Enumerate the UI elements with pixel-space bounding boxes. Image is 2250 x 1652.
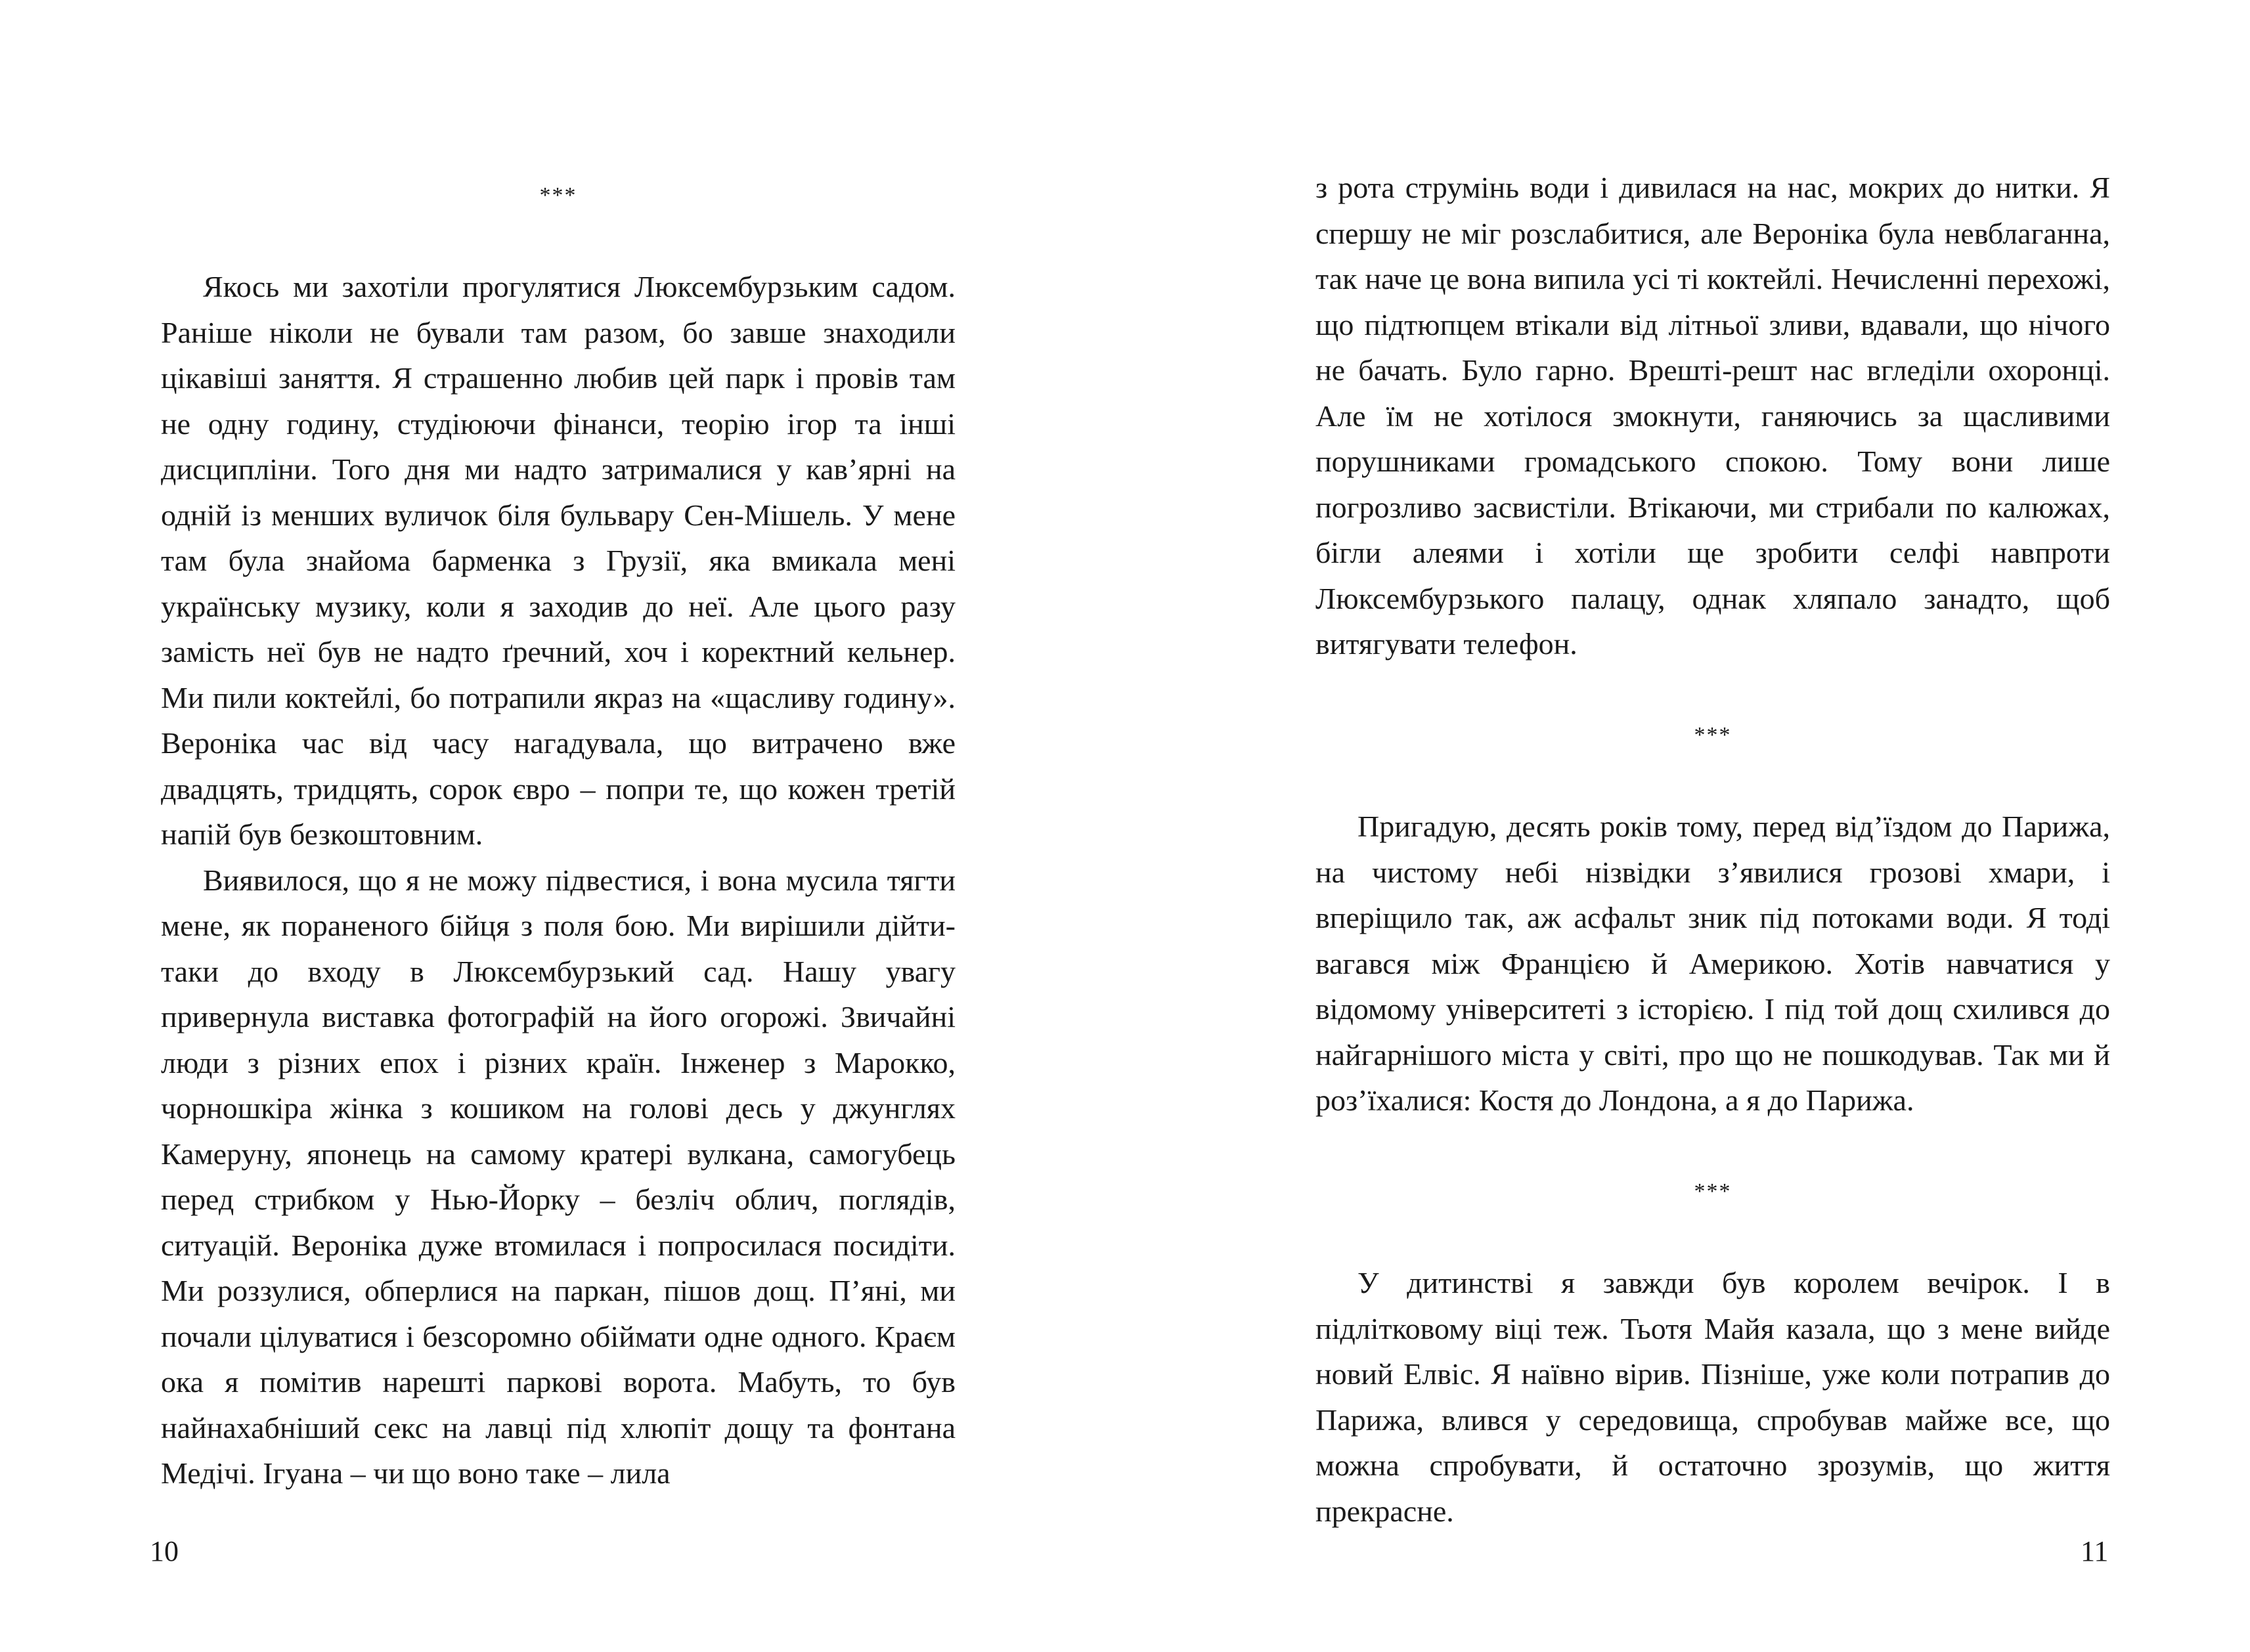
page-number: 11 xyxy=(2081,1535,2109,1567)
separator-spacing xyxy=(161,219,956,265)
left-page-text xyxy=(161,173,956,1496)
right-page xyxy=(1125,0,2250,1652)
separator-spacing xyxy=(1315,758,2110,804)
paragraph-continuation: з рота струмінь води і дивилася на нас, мокрих до нитки. Я спершу не міг розслабитися, але Вероніка була невблаганна, так наче це вона випила усі ті коктейлі. Нечисленні перехожі, що підтюпцем втікали від літньої зливи, вдавали, що нічого не бачать. Було гарно. Врешті-решт нас вгледіли охоронці. Але їм не хотілося змокнути, ганяючись за щасливими порушниками громадського спокою. Тому вони лише погрозливо засвистіли. Втікаючи, ми стрибали по калюжах, бігли алеями і хотіли ще зробити селфі навпроти Люксембурзького палацу, однак хляпало занадто, щоб витягувати телефон. xyxy=(1315,171,2110,661)
section-separator: *** xyxy=(1694,1179,1732,1204)
separator-spacing xyxy=(1315,1123,2110,1169)
paragraph: Виявилося, що я не можу підвестися, і вона мусила тягти мене, як пораненого бійця з поля бою. Ми вирішили дійти-таки до входу в Люксембурзький сад. Нашу увагу привернула виставка фотографій на його огорожі. Звичайні люди з різних епох і різних країн. Інженер з Марокко, чорношкіра жінка з кошиком на голові десь у джунглях Камеруну, японець на самому кратері вулкана, самогубець перед стрибком у Нью-Йорку – безліч облич, поглядів, ситуацій. Вероніка дуже втомилася і попросилася посидіти. Ми роззулися, обперлися на паркан, пішов дощ. П’яні, ми почали цілуватися і безсоромно обіймати одне одного. Краєм ока я помітив нарешті паркові ворота. Мабуть, то був найнахабніший секс на лавці під хлюпіт дощу та фонтана Медічі. Ігуана – чи що воно таке – лила xyxy=(161,863,956,1490)
section-separator: *** xyxy=(1694,723,1732,747)
separator-spacing xyxy=(1315,667,2110,713)
page-number: 10 xyxy=(150,1535,179,1567)
right-page-text xyxy=(1315,165,2110,1534)
separator-spacing xyxy=(1315,1215,2110,1261)
paragraph: У дитинстві я завжди був королем вечірок. І в підлітковому віці теж. Тьотя Майя казала, що з мене вийде новий Елвіс. Я наївно вірив. Пізніше, уже коли потрапив до Парижа, влився у середовища, спробував майже все, що можна спробувати, й остаточно зрозумів, що життя прекрасне. xyxy=(1315,1266,2110,1528)
paragraph: Пригадую, десять років тому, перед від’їздом до Парижа, на чистому небі нізвідки з’явилися грозові хмари, і вперіщило так, аж асфальт зник під потоками води. Я тоді вагався між Францією й Америкою. Хотів навчатися у відомому університеті з історією. І під той дощ схилився до найгарнішого міста у світі, про що не пошкодував. Так ми й роз’їхалися: Костя до Лондона, а я до Парижа. xyxy=(1315,810,2110,1117)
paragraph: Якось ми захотіли прогулятися Люксембурзьким садом. Раніше ніколи не бували там разом, бо завше знаходили цікавіші заняття. Я страшенно любив цей парк і провів там не одну годину, студіюючи фінанси, теорію ігор та інші дисципліни. Того дня ми надто затрималися у кав’ярні на одній із менших вуличок біля бульвару Сен-Мішель. У мене там була знайома барменка з Грузії, яка вмикала мені українську музику, коли я заходив до неї. Але цього разу замість неї був не надто ґречний, хоч і коректний кельнер. Ми пили коктейлі, бо потрапили якраз на «щасливу годину». Вероніка час від часу нагадувала, що витрачено вже двадцять, тридцять, сорок євро – попри те, що кожен третій напій був безкоштовним. xyxy=(161,270,956,851)
section-separator: *** xyxy=(539,183,577,207)
